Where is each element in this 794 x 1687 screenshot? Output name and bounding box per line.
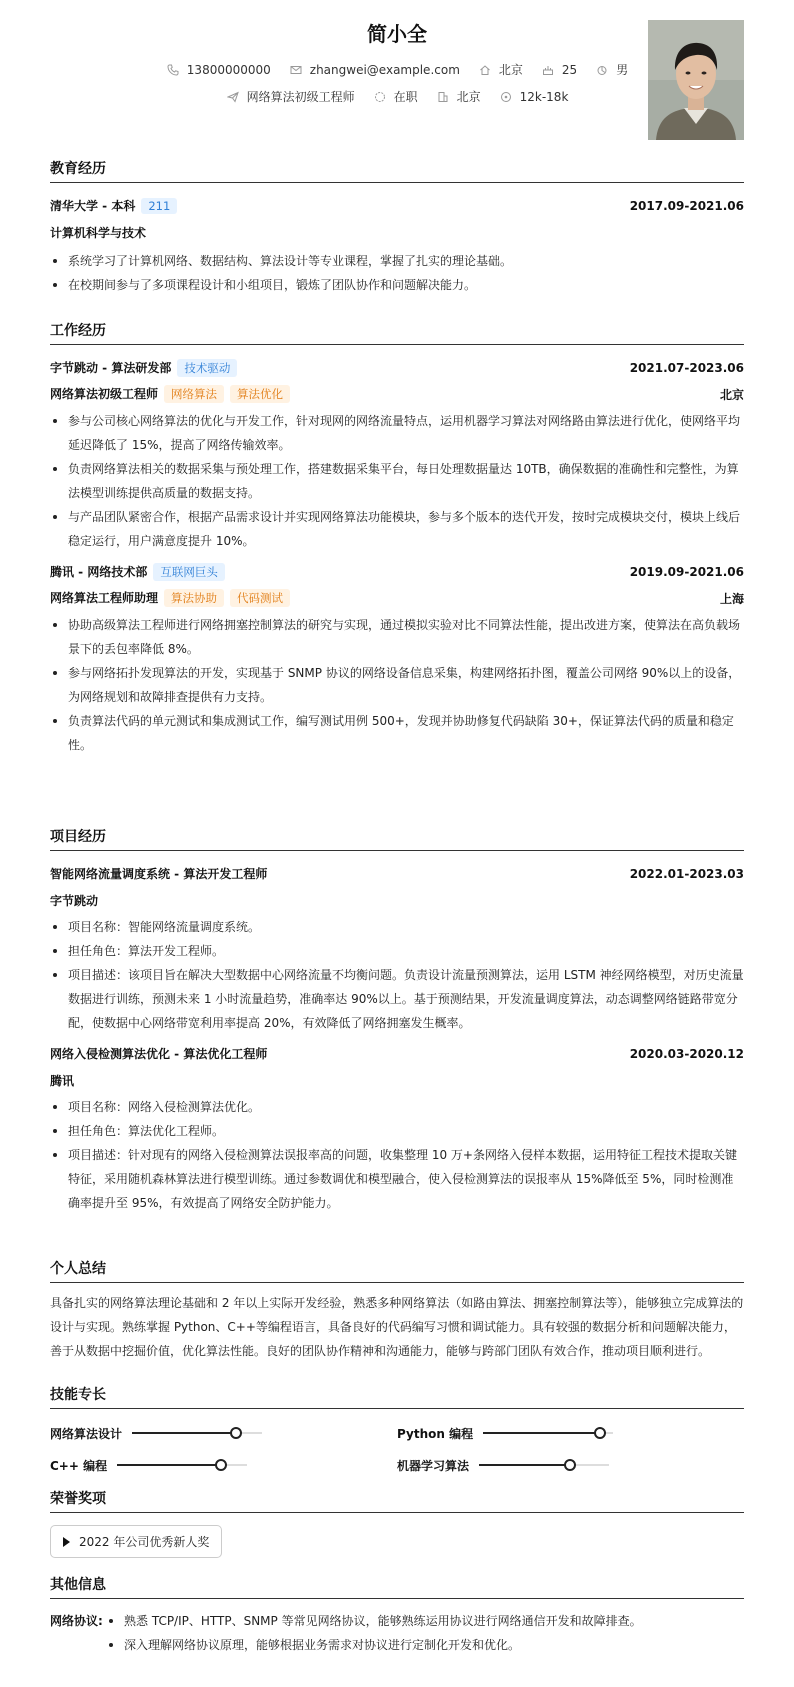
skill-level-bar bbox=[132, 1432, 262, 1434]
list-item: 项目描述：该项目旨在解决大型数据中心网络流量不均衡问题。负责设计流量预测算法，运用 LSTM 神经网络模型，对历史流量数据进行训练，预测未来 1 小时流量趋势，准确率达 90%以上。基于预测结果，开发流量调度算法，动态调整网络链路带宽分配，使数据中心网络带宽利用率提高 20%，有效降低了网络拥塞发生概率。 bbox=[50, 963, 744, 1035]
list-item: 担任角色：算法开发工程师。 bbox=[50, 939, 744, 963]
profile-photo bbox=[648, 20, 744, 140]
candidate-name: 简小全 bbox=[367, 22, 427, 46]
work-section bbox=[50, 320, 744, 757]
company-name: 字节跳动 - 算法研发部 bbox=[50, 361, 172, 375]
list-item: 项目名称：智能网络流量调度系统。 bbox=[50, 915, 744, 939]
award-item[interactable] bbox=[50, 1525, 222, 1558]
skill-name: 机器学习算法 bbox=[397, 1458, 470, 1473]
company-tag: 技术驱动 bbox=[177, 359, 237, 377]
building-icon bbox=[436, 90, 450, 104]
job-header bbox=[50, 563, 744, 581]
summary-title: 个人总结 bbox=[50, 1258, 744, 1283]
email-item bbox=[289, 63, 460, 77]
skill-item bbox=[50, 1422, 397, 1444]
position-line bbox=[50, 589, 290, 607]
cake-icon bbox=[541, 63, 555, 77]
project-bullets bbox=[50, 915, 744, 1035]
job-title-text: 网络算法初级工程师 bbox=[246, 90, 355, 104]
list-item: 参与公司核心网络算法的优化与开发工作，针对现网的网络流量特点，运用机器学习算法对网络路由算法进行优化，使网络平均延迟降低了 15%，提高了网络传输效率。 bbox=[50, 409, 744, 457]
skill-item bbox=[397, 1422, 744, 1444]
awards-title: 荣誉奖项 bbox=[50, 1488, 744, 1513]
location-text: 北京 bbox=[498, 63, 523, 77]
summary-text: 具备扎实的网络算法理论基础和 2 年以上实际开发经验，熟悉多种网络算法（如路由算法、拥塞控制算法等），能够独立完成算法的设计与实现。熟练掌握 Python、C++等编程语言，具备良好的代码编写习惯和调试能力。具有较强的数据分析和问题解决能力，善于从数据中挖掘价值，优化算法性能。良好的团队协作精神和沟通能力，能够与跨部门团队有效合作，推动项目顺利进行。 bbox=[50, 1296, 744, 1358]
status-item bbox=[373, 88, 418, 105]
other-label: 网络协议: bbox=[50, 1614, 103, 1628]
list-item: 项目描述：针对现有的网络入侵检测算法误报率高的问题，收集整理 10 万+条网络入侵样本数据，运用特征工程技术提取关键特征，采用随机森林算法进行模型训练。通过参数调优和模型融合，使入侵检测算法的误报率从 15%降低至 5%，同时检测准确率提升至 95%，有效提高了网络安全防护能力。 bbox=[50, 1143, 744, 1215]
education-bullets bbox=[50, 249, 744, 297]
skill-name: 网络算法设计 bbox=[50, 1426, 123, 1441]
job-city: 上海 bbox=[719, 591, 744, 606]
skill-item bbox=[397, 1454, 744, 1476]
status-icon bbox=[373, 90, 387, 104]
send-icon bbox=[226, 90, 240, 104]
gender-text: 男 bbox=[616, 63, 629, 77]
education-header bbox=[50, 197, 744, 214]
skill-level-fill bbox=[479, 1464, 570, 1466]
list-item: 深入理解网络协议原理，能够根据业务需求对协议进行定制化开发和优化。 bbox=[106, 1633, 744, 1657]
projects-section bbox=[50, 826, 744, 1215]
job-city: 北京 bbox=[719, 387, 744, 402]
salary-text: 12k-18k bbox=[519, 89, 569, 104]
job-period: 2021.07-2023.06 bbox=[629, 361, 744, 375]
skill-level-knob bbox=[594, 1427, 606, 1439]
list-item: 与产品团队紧密合作，根据产品需求设计并实现网络算法功能模块，参与多个版本的迭代开发，按时完成模块交付，模块上线后稳定运行，用户满意度提升 10%。 bbox=[50, 505, 744, 553]
position-name: 网络算法初级工程师 bbox=[50, 387, 159, 401]
gender-icon bbox=[595, 63, 609, 77]
skill-level-fill bbox=[117, 1464, 221, 1466]
project-name: 智能网络流量调度系统 - 算法开发工程师 bbox=[50, 867, 268, 881]
projects-title: 项目经历 bbox=[50, 826, 744, 851]
salary-icon bbox=[499, 90, 513, 104]
status-text: 在职 bbox=[393, 90, 418, 104]
project-header bbox=[50, 865, 744, 882]
skill-level-bar bbox=[483, 1432, 613, 1434]
project-org: 字节跳动 bbox=[50, 894, 99, 908]
other-section bbox=[50, 1574, 744, 1657]
summary-section bbox=[50, 1258, 744, 1363]
resume-header bbox=[50, 0, 744, 150]
major-name: 计算机科学与技术 bbox=[50, 226, 147, 240]
education-section bbox=[50, 158, 744, 297]
skill-item bbox=[50, 1454, 397, 1476]
school-line bbox=[50, 197, 177, 214]
email-text: zhangwei@example.com bbox=[309, 62, 460, 77]
skill-tag: 网络算法 bbox=[164, 385, 224, 403]
company-line bbox=[50, 563, 225, 581]
school-tag: 211 bbox=[141, 198, 177, 214]
job-header bbox=[50, 359, 744, 377]
position-row bbox=[50, 385, 744, 403]
phone-text: 13800000000 bbox=[186, 62, 271, 77]
list-item: 负责算法代码的单元测试和集成测试工作，编写测试用例 500+，发现并协助修复代码缺陷 30+，保证算法代码的质量和稳定性。 bbox=[50, 709, 744, 757]
age-text: 25 bbox=[561, 62, 578, 77]
list-item: 参与网络拓扑发现算法的开发，实现基于 SNMP 协议的网络设备信息采集，构建网络拓扑图，覆盖公司网络 90%以上的设备，为网络规划和故障排查提供有力支持。 bbox=[50, 661, 744, 709]
position-name: 网络算法工程师助理 bbox=[50, 591, 159, 605]
skill-level-fill bbox=[483, 1432, 600, 1434]
caret-right-icon bbox=[63, 1537, 70, 1547]
gender-item bbox=[595, 61, 628, 78]
position-row bbox=[50, 589, 744, 607]
education-title: 教育经历 bbox=[50, 158, 744, 183]
other-bullets bbox=[106, 1609, 744, 1657]
age-item bbox=[541, 63, 577, 77]
job-bullets bbox=[50, 613, 744, 757]
other-title: 其他信息 bbox=[50, 1574, 744, 1599]
skill-name: Python 编程 bbox=[397, 1426, 474, 1441]
award-text: 2022 年公司优秀新人奖 bbox=[79, 1535, 210, 1549]
mail-icon bbox=[289, 63, 303, 77]
skill-level-bar bbox=[117, 1464, 247, 1466]
list-item: 熟悉 TCP/IP、HTTP、SNMP 等常见网络协议，能够熟练运用协议进行网络通信开发和故障排查。 bbox=[106, 1609, 744, 1633]
skills-grid bbox=[50, 1422, 744, 1476]
phone-item bbox=[166, 63, 271, 77]
job-bullets bbox=[50, 409, 744, 553]
target-city-item bbox=[436, 88, 481, 105]
job-title-item bbox=[226, 88, 355, 105]
job-intent-row bbox=[50, 88, 744, 105]
work-title: 工作经历 bbox=[50, 320, 744, 345]
skill-tag: 代码测试 bbox=[230, 589, 290, 607]
list-item: 担任角色：算法优化工程师。 bbox=[50, 1119, 744, 1143]
company-line bbox=[50, 359, 237, 377]
project-period: 2020.03-2020.12 bbox=[629, 1046, 744, 1061]
phone-icon bbox=[166, 63, 180, 77]
project-bullets bbox=[50, 1095, 744, 1215]
skills-section bbox=[50, 1384, 744, 1476]
company-tag: 互联网巨头 bbox=[153, 563, 225, 581]
salary-item bbox=[499, 90, 569, 104]
project-org: 腾讯 bbox=[50, 1074, 75, 1088]
skills-title: 技能专长 bbox=[50, 1384, 744, 1409]
list-item: 在校期间参与了多项课程设计和小组项目，锻炼了团队协作和问题解决能力。 bbox=[50, 273, 744, 297]
list-item: 协助高级算法工程师进行网络拥塞控制算法的研究与实现，通过模拟实验对比不同算法性能，提出改进方案，使算法在高负载场景下的丢包率降低 8%。 bbox=[50, 613, 744, 661]
skill-level-knob bbox=[564, 1459, 576, 1471]
skill-tag: 算法优化 bbox=[230, 385, 290, 403]
skill-level-knob bbox=[215, 1459, 227, 1471]
skill-level-knob bbox=[230, 1427, 242, 1439]
location-item bbox=[478, 61, 523, 78]
home-icon bbox=[478, 63, 492, 77]
list-item: 负责网络算法相关的数据采集与预处理工作，搭建数据采集平台，每日处理数据量达 10TB，确保数据的准确性和完整性，为算法模型训练提供高质量的数据支持。 bbox=[50, 457, 744, 505]
skill-name: C++ 编程 bbox=[50, 1458, 108, 1473]
project-name: 网络入侵检测算法优化 - 算法优化工程师 bbox=[50, 1047, 268, 1061]
company-name: 腾讯 - 网络技术部 bbox=[50, 565, 148, 579]
school-name: 清华大学 - 本科 bbox=[50, 199, 136, 213]
position-line bbox=[50, 385, 290, 403]
skill-level-fill bbox=[132, 1432, 236, 1434]
target-city-text: 北京 bbox=[456, 90, 481, 104]
other-row bbox=[50, 1609, 744, 1657]
project-header bbox=[50, 1045, 744, 1062]
contact-row bbox=[50, 61, 744, 78]
education-period: 2017.09-2021.06 bbox=[629, 198, 744, 213]
skill-tag: 算法协助 bbox=[164, 589, 224, 607]
awards-section bbox=[50, 1488, 744, 1558]
skill-level-bar bbox=[479, 1464, 609, 1466]
list-item: 系统学习了计算机网络、数据结构、算法设计等专业课程，掌握了扎实的理论基础。 bbox=[50, 249, 744, 273]
project-period: 2022.01-2023.03 bbox=[629, 866, 744, 881]
list-item: 项目名称：网络入侵检测算法优化。 bbox=[50, 1095, 744, 1119]
job-period: 2019.09-2021.06 bbox=[629, 565, 744, 579]
